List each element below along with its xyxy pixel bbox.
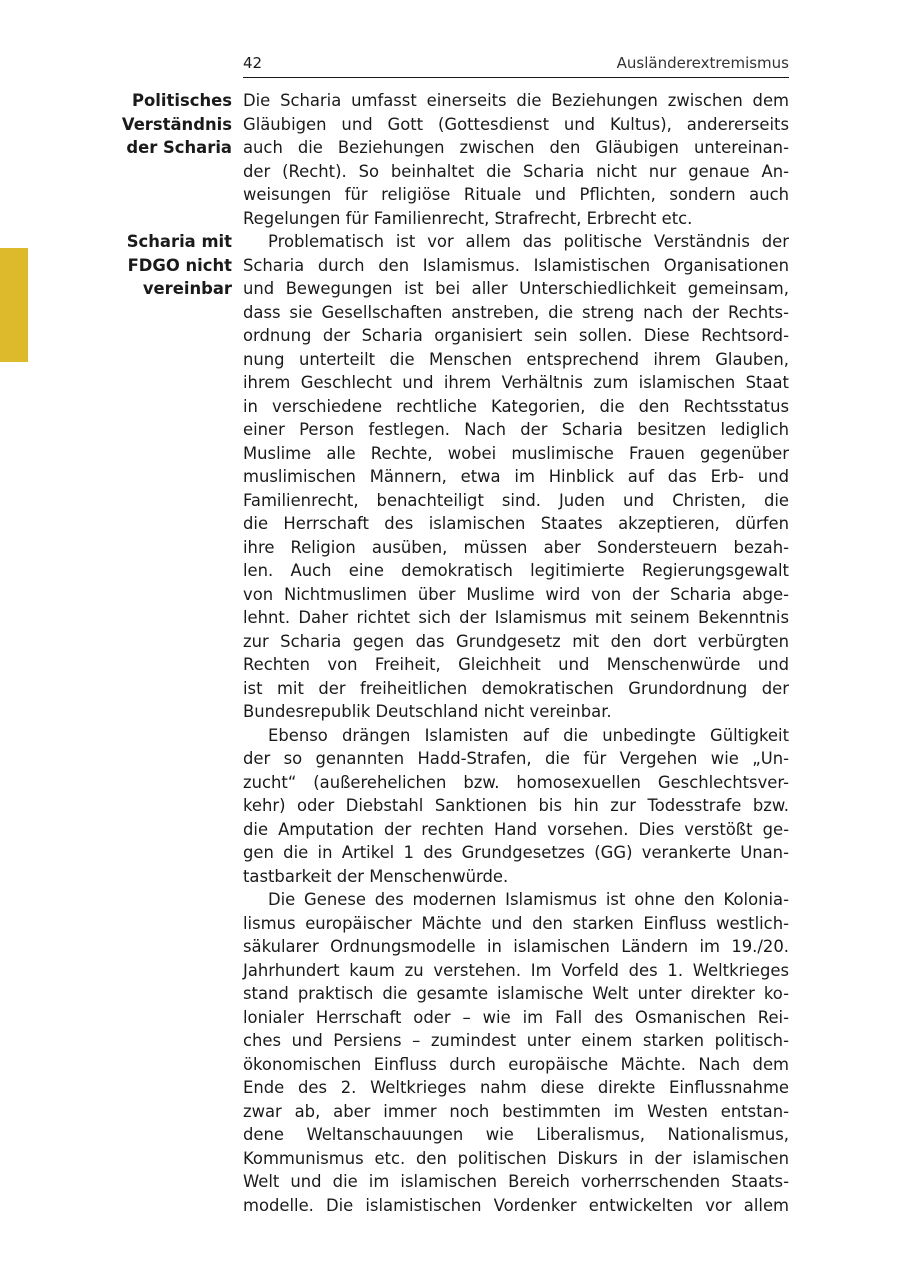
- text-line: ordnung der Scharia organisiert sein sollen. Diese Rechtsord-: [243, 326, 789, 345]
- text-line: ökonomischen Einfluss durch europäische Mächte. Nach dem: [243, 1054, 789, 1074]
- text-line: muslimischen Männern, etwa im Hinblick auf das Erb- und: [243, 467, 789, 486]
- text-line: Ende des 2. Weltkrieges nahm diese direkte Einflussnahme: [243, 1078, 789, 1097]
- text-line: in verschiedene rechtliche Kategorien, die den Rechtsstatus: [243, 396, 789, 416]
- margin-note-line: vereinbar: [142, 279, 232, 298]
- text-line: gen die in Artikel 1 des Grundgesetzes (GG) verankerte Unan-: [243, 843, 789, 862]
- text-line: zur Scharia gegen das Grundgesetz mit den dort verbürgten: [243, 631, 789, 651]
- text-line: die Amputation der rechten Hand vorsehen. Dies verstößt ge-: [243, 819, 789, 839]
- text-line: Regelungen für Familienrecht, Strafrecht, Erbrecht etc.: [243, 208, 693, 228]
- text-line: zwar ab, aber immer noch bestimmten im Westen entstan-: [243, 1101, 789, 1121]
- text-line: lismus europäischer Mächte und den starken Einfluss westlich-: [243, 913, 789, 933]
- text-line: ches und Persiens – zumindest unter einem starken politisch-: [243, 1031, 789, 1050]
- text-line: Muslime alle Rechte, wobei muslimische Frauen gegenüber: [243, 443, 789, 463]
- text-line: der so genannten Hadd-Strafen, die für Vergehen wie „Un-: [243, 749, 789, 768]
- chapter-accent-bar: [0, 248, 28, 362]
- margin-note-line: Verständnis: [121, 114, 232, 134]
- text-line: Rechten von Freiheit, Gleichheit und Menschenwürde und: [243, 655, 789, 674]
- margin-note-line: Scharia mit: [126, 232, 232, 251]
- text-line: Familienrecht, benachteiligt sind. Juden und Christen, die: [243, 490, 789, 510]
- text-line: säkularer Ordnungsmodelle in islamischen Ländern im 19./20.: [243, 937, 789, 956]
- text-line: Bundesrepublik Deutschland nicht vereinbar.: [243, 702, 612, 721]
- text-line: Ebenso drängen Islamisten auf die unbedingte Gültigkeit: [268, 725, 789, 745]
- text-line: modelle. Die islamistischen Vordenker entwickelten vor allem: [243, 1195, 789, 1215]
- text-line: zucht“ (außerehelichen bzw. homosexuellen Geschlechtsver-: [243, 772, 789, 792]
- margin-note-line: FDGO nicht: [127, 255, 232, 275]
- text-line: weisungen für religiöse Rituale und Pflichten, sondern auch: [243, 185, 789, 204]
- text-line: tastbarkeit der Menschenwürde.: [243, 866, 509, 886]
- text-line: Kommunismus etc. den politischen Diskurs in der islamischen: [243, 1148, 789, 1168]
- margin-note-line: der Scharia: [126, 138, 232, 157]
- text-line: ist mit der freiheitlichen demokratischen Grundordnung der: [243, 678, 789, 698]
- page-header: [243, 52, 789, 78]
- text-line: Gläubigen und Gott (Gottesdienst und Kultus), andererseits: [243, 114, 789, 134]
- text-line: auch die Beziehungen zwischen den Gläubigen untereinan-: [243, 138, 789, 157]
- text-line: nung unterteilt die Menschen entsprechend ihrem Glauben,: [243, 349, 789, 369]
- text-line: Problematisch ist vor allem das politische Verständnis der: [268, 232, 789, 251]
- text-line: dass sie Gesellschaften anstreben, die streng nach der Rechts-: [243, 302, 789, 322]
- text-line: len. Auch eine demokratisch legitimierte Regierungsgewalt: [243, 561, 789, 580]
- text-line: der (Recht). So beinhaltet die Scharia nicht nur genaue An-: [243, 161, 789, 181]
- text-line: kehr) oder Diebstahl Sanktionen bis hin zur Todesstrafe bzw.: [243, 796, 789, 815]
- text-line: und Bewegungen ist bei aller Unterschiedlichkeit gemeinsam,: [243, 279, 789, 298]
- text-line: Jahrhundert kaum zu verstehen. Im Vorfeld des 1. Weltkrieges: [243, 960, 789, 980]
- text-line: Scharia durch den Islamismus. Islamistischen Organisationen: [243, 255, 789, 275]
- text-line: Welt und die im islamischen Bereich vorherrschenden Staats-: [243, 1172, 789, 1191]
- running-title: Ausländerextremismus: [616, 54, 789, 72]
- margin-note-fdgo: [100, 230, 232, 301]
- text-line: die Herrschaft des islamischen Staates akzeptieren, dürfen: [243, 514, 789, 533]
- text-line: ihrem Geschlecht und ihrem Verhältnis zum islamischen Staat: [243, 373, 789, 392]
- text-line: lonialer Herrschaft oder – wie im Fall des Osmanischen Rei-: [243, 1007, 789, 1027]
- text-line: dene Weltanschauungen wie Liberalismus, Nationalismus,: [243, 1125, 789, 1144]
- margin-note-politisches-verstaendnis: [100, 89, 232, 160]
- text-line: einer Person festlegen. Nach der Scharia besitzen lediglich: [243, 420, 789, 439]
- margin-note-line: Politisches: [132, 91, 232, 110]
- text-line: ihre Religion ausüben, müssen aber Sondersteuern bezah-: [243, 537, 789, 557]
- text-line: lehnt. Daher richtet sich der Islamismus mit seinem Bekenntnis: [243, 608, 789, 627]
- text-line: Die Scharia umfasst einerseits die Beziehungen zwischen dem: [243, 91, 789, 110]
- body-text: [243, 89, 789, 1217]
- text-line: stand praktisch die gesamte islamische Welt unter direkter ko-: [243, 984, 789, 1003]
- page-number: 42: [243, 54, 263, 72]
- text-line: von Nichtmuslimen über Muslime wird von der Scharia abge-: [243, 584, 789, 604]
- text-line: Die Genese des modernen Islamismus ist ohne den Kolonia-: [268, 890, 789, 909]
